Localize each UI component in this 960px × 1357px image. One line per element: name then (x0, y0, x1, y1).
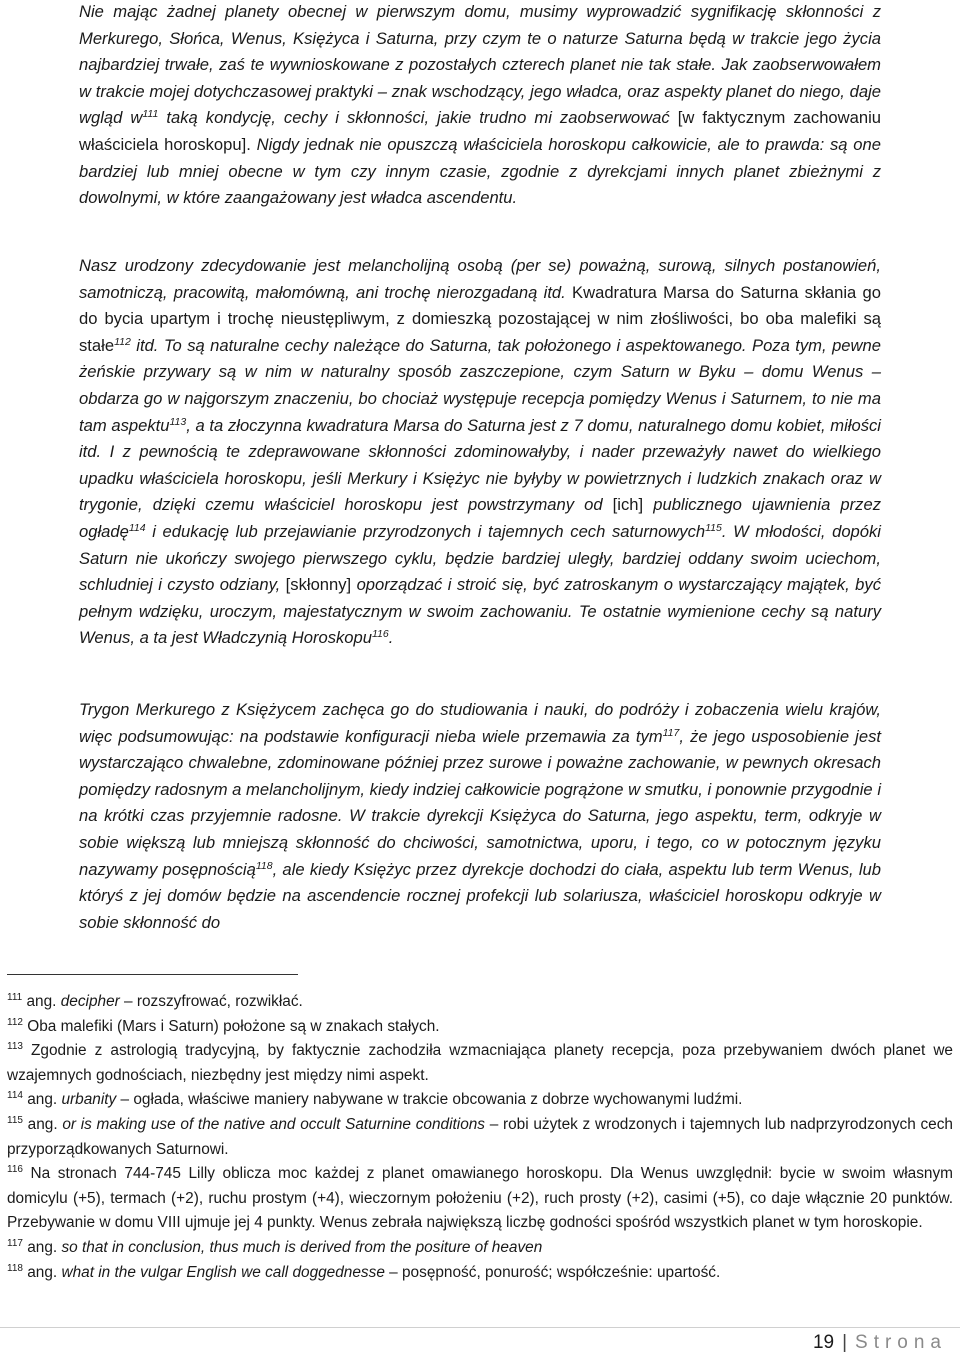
text-run: itd. (130, 335, 159, 355)
footnote-ref-115[interactable]: 115 (705, 521, 722, 534)
paragraph-2 (79, 253, 881, 652)
text-run: taką kondycję, cechy i skłonności, jakie trudno mi zaobserwować (158, 108, 670, 128)
text-run: , że jego usposobienie jest wystarczająco chwalebne, zdominowane później przez surowe i poważne zachowanie, w pewnych okresach pomiędzy radosnym a melancholijnym, kiedy indziej całkowicie pogrążone w smutku, i ponownie przygodnie i na krótki czas przyjemnie radosne. (79, 726, 881, 826)
paragraph-1 (79, 0, 881, 212)
footnote-number: 116 (7, 1164, 23, 1176)
footnote-text: Na stronach 744-745 Lilly oblicza moc każdej z planet omawianego horoskopu. Dla Wenus uwzględnił: bycie w swoim własnym domicylu (+5), termach (+2), ruchu prostym (+4), wieczornym położeniu (+2), ruch prosty (+2), casimi (+5), co daje włącznie 20 punktów. Przebywanie w domu VIII ujmuje jej 4 punkty. Wenus zebrała największą liczbę godności spośród wszystkich planet w tym horoskopie. (7, 1165, 953, 1232)
footnote-number: 112 (7, 1016, 23, 1028)
footnote-text: ang. (22, 1238, 62, 1256)
text-run: , a ta złoczynna kwadratura Marsa do Saturna jest z 7 domu, naturalnego domu kobiet, miłości itd. (79, 415, 881, 462)
text-run: To są naturalne cechy należące do Saturna, tak położonego i aspektowanego. (158, 335, 747, 355)
text-run: . W młodości, dopóki Saturn nie ukończy swojego pierwszego cyklu, będzie bardziej uległy, bardziej oddany swoim uciechom, schludniej i czysto odziany, (79, 521, 881, 595)
footnote-number: 117 (7, 1237, 23, 1249)
footnote-115 (7, 1113, 953, 1162)
page-label: Strona (855, 1332, 947, 1353)
text-run: Trygon Merkurego z Księżycem zachęca go do studiowania i nauki, do podróży i zobaczenia wielu krajów, więc podsumowując: na podstawie konfiguracji nieba wiele przemawia za tym (79, 700, 881, 746)
footnote-text: – ogłada, właściwe maniery nabywane w trakcie obcowania z dobrze wychowanymi ludźmi. (116, 1091, 743, 1109)
footnotes (7, 990, 953, 1285)
footnote-ref-111[interactable]: 111 (142, 108, 159, 121)
text-run: W trakcie dyrekcji Księżyca do Saturna, jego aspektu, term, odkryje w sobie większą lub mniejszą skłonność do chciwości, samotnictwa, uporu, i tego, co w potocznym języku nazywamy posępnością (79, 806, 881, 879)
text-run: publicznego ujawnienia przez ogładę (79, 495, 882, 541)
footnote-english-phrase: what in the vulgar English we call doggednesse (61, 1263, 385, 1281)
text-run: [w faktycznym zachowaniu właściciela horoskopu]. (79, 108, 882, 154)
footnote-text: ang. (22, 1091, 62, 1109)
footnote-ref-113[interactable]: 113 (169, 415, 187, 428)
footnote-118 (7, 1261, 953, 1286)
footnote-text: – rozszyfrować, rozwikłać. (119, 993, 303, 1010)
footer-separator: | (842, 1332, 848, 1353)
text-run: Poza tym, pewne żeńskie przywary są w nim w naturalny sposób zaszczepione, czym Saturn w Byku – domu Wenus – obdarza go w najgorszym znaczeniu, bo chociaż występuje recepcja pomiędzy Wenus i Saturnem, to nie ma tam aspektu (79, 335, 881, 435)
footnote-text: – robi użytek z wrodzonych i tajemnych lub nadprzyrodzonych cech przyporządkowanych Saturnowi. (7, 1115, 953, 1158)
footnote-number: 115 (7, 1114, 23, 1126)
text-run: Te ostatnie wymienione cechy są natury Wenus, a ta jest Władczynią Horoskopu (79, 601, 881, 648)
footnote-ref-117[interactable]: 117 (662, 726, 680, 739)
text-run: [ich] (602, 495, 644, 515)
footnote-english-phrase: so that in conclusion, thus much is derived from the positure of heaven (61, 1238, 543, 1256)
footnote-english-phrase: decipher (60, 993, 120, 1010)
footnote-number: 114 (7, 1090, 23, 1102)
footnote-111 (7, 990, 953, 1015)
text-run: Kwadratura Marsa do Saturna skłania go do bycia upartym i trochę nieustępliwym, z domieszką pozostającej w nim złośliwości, bo oba malefiki są stałe (79, 282, 881, 355)
footnote-ref-112[interactable]: 112 (114, 335, 131, 348)
footnote-ref-118[interactable]: 118 (255, 859, 273, 872)
text-run: Nie mając żadnej planety obecnej w pierwszym domu, musimy wyprowadzić sygnifikację skłonności z Merkurego, Słońca, Wenus, Księżyca i Saturna, przy czym te o naturze Saturna będą w trakcie jego życia najbardziej trwałe, zaś te wywnioskowane z pozostałych czterech planet nie tak stałe. Jak zaobserwowałem w trakcie mojej dotychczasowej praktyki – znak wschodzący, jego władca, oraz aspekty planet do niego, daje wgląd w (79, 2, 881, 128)
footer-divider (0, 1327, 960, 1328)
footnote-text: Zgodnie z astrologią tradycyjną, by faktycznie zachodziła wzmacniająca planety recepcja, poza przebywaniem dwóch planet we wzajemnych godnościach, niezbędny jest między nimi aspekt. (7, 1042, 953, 1084)
footnote-number: 113 (7, 1041, 23, 1053)
footnote-113 (7, 1039, 953, 1088)
footnote-112 (7, 1015, 953, 1040)
page-footer (813, 1330, 947, 1356)
text-run: I z pewnością te zdeprawowane skłonności zdominowałyby, i nader przeważyły nawet do wielkiego upadku właściciela horoskopu, jeśli Merkury i Księżyc nie byłyby w powietrznych i ludzkich znakach oraz w trygonie, dzięki czemu właściciel horoskopu jest powstrzymany od (79, 442, 881, 515)
footnote-text: Oba malefiki (Mars i Saturn) położone są w znakach stałych. (22, 1017, 440, 1035)
footnote-english-phrase: or is making use of the native and occult Saturnine conditions (62, 1115, 486, 1133)
footnote-117 (7, 1236, 953, 1261)
footnote-number: 118 (7, 1262, 23, 1274)
footnote-116 (7, 1162, 953, 1236)
footnote-separator (7, 974, 298, 975)
footnote-114 (7, 1088, 953, 1113)
text-run: , ale kiedy Księżyc przez dyrekcje dochodzi do ciała, aspektu lub term Wenus, lub któryś z jej domów będzie na ascendencie rocznej profekcji lub solariusza, właściciel horoskopu odkryje w sobie skłonność do (79, 859, 881, 932)
footnote-english-phrase: urbanity (61, 1091, 117, 1109)
footnote-text: – posępność, ponurość; współcześnie: upartość. (384, 1263, 721, 1281)
text-run: i edukację lub przejawianie przyrodzonych i tajemnych cech saturnowych (145, 521, 706, 541)
page-number: 19 (812, 1332, 835, 1353)
text-run: oporządzać i stroić się, być zatroskanym o wystarczający majątek, być pełnym wdzięku, uroczym, majestatycznym w swoim zachowaniu. (79, 575, 881, 621)
text-run: Nasz urodzony zdecydowanie jest melancholijną osobą (per se) poważną, surową, silnych postanowień, samotniczą, pracowitą, małomówną, ani trochę nierozgadaną itd. (79, 256, 881, 302)
text-run: [skłonny] (280, 575, 352, 595)
footnote-ref-114[interactable]: 114 (128, 521, 146, 534)
footnote-text: ang. (22, 1263, 62, 1281)
footnote-text: ang. (22, 993, 61, 1010)
text-run: . (388, 628, 394, 648)
footnote-number: 111 (7, 992, 23, 1003)
footnote-ref-116[interactable]: 116 (371, 628, 389, 641)
footnote-text: ang. (22, 1115, 63, 1133)
paragraph-3 (79, 697, 881, 936)
text-run: Nigdy jednak nie opuszczą właściciela horoskopu całkowicie, ale to prawda: są one bardziej lub mniej obecne w tym czy innym czasie, zgodnie z dyrekcjami innych planet zbieżnymi z dowolnymi, w które zaangażowany jest władca ascendentu. (79, 134, 881, 208)
